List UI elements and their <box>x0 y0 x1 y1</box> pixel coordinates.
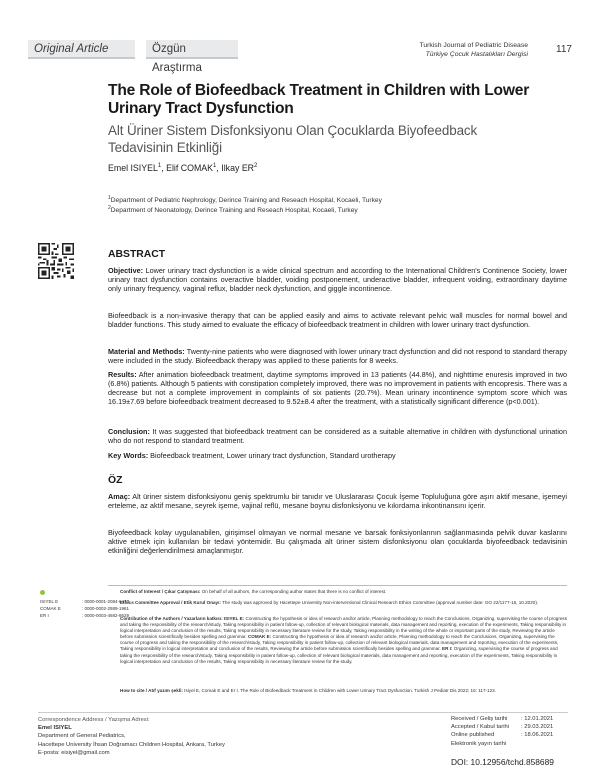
author-name: Emel ISIYEL <box>108 163 158 173</box>
correspondence-dept: Department of General Pediatrics, <box>38 733 126 740</box>
contribution-note: Contribution of the Authors / Yazarların katkısı: ISIYEL E: Constructing the hypothesis or idea of research and/or article, Planning methodology to reach the Conclusions, Organizing, supervising the course of progress and taking the responsibility of the research/study, Taking responsibility in patient follow-up, collection of relevant biological materials, data management and reporting, execution of the experiments, Taking responsibility in logical interpretation and conclusion of the results, Taking responsibility in necessary literature review for the study, Taking responsibility in the writing of the whole or important parts of the study, Reviewing the article before submission scientifically besides spelling and grammar. COMAK E: Constructing the hypothesis or idea of research and/or article, Planning methodology to reach the Conclusions, Organizing, supervising the course of progress and taking the responsibility of the research/study, Taking responsibility in patient follow-up, collection of relevant biological materials, data management and reporting, execution of the experiments, Taking responsibility in logical interpretation and conclusion of the results, Reviewing the article before submission scientifically besides spelling and grammar. ER I: Organizing, supervising the course of progress and taking the responsibility of the research/study, Taking responsibility in patient follow-up, collection of relevant biological materials, data management and reporting, execution of the experiments, Taking responsibility in logical interpretation and conclusion of the results, Taking responsibility in necessary literature review for the study. <box>120 616 568 664</box>
orcid-icon <box>40 590 45 595</box>
doi-link[interactable]: DOI: 10.12956/tchd.858689 <box>451 757 554 767</box>
abstract-objective: Objective: Lower urinary tract dysfunction is a wide clinical spectrum and according to the International Children's Continence Society, lower urinary tract dysfunction contains overactive bladder, voiding postponement, underactive bladder, infrequent voiding, extraordinary daytime only urinary frequency, vaginal reflux, bladder neck dysfunction, and giggle incontinence. <box>108 266 567 294</box>
oz-heading: ÖZ <box>108 475 123 486</box>
oz-paragraph-2: Biyofeedback kolay uygulanabilen, girişimsel olmayan ve normal mesane ve barsak fonksiyonlarının sağlanmasında pelvik duvar kaslarını aktive etmek için kullanılan bir tedavi yöntemidir. Bu çalışmada alt üriner sistem disfonksiyonu olan çocuklarda biyofeedback tedavisinin etkinliğini değerlendirilmesi amaçlanmıştır. <box>108 528 567 556</box>
correspondence-name: Emel ISIYEL <box>38 725 72 732</box>
author-sup: 1 <box>213 163 217 170</box>
correspondence-address <box>38 716 225 757</box>
publication-dates <box>451 715 553 748</box>
date-row: Elektronik yayın tarihi <box>451 740 507 747</box>
title-line-2: Urinary Tract Dysfunction <box>108 99 294 117</box>
author-list: Emel ISIYEL$^1$, Elif COMAK$^1$, Ilkay $ER^2$ <box>108 163 258 173</box>
abstract-heading: ABSTRACT <box>108 249 166 260</box>
date-row: Received / Geliş tarihi : 12.01.2021 <box>451 716 554 722</box>
oz-amac: Amaç: Alt üriner sistem disfonksiyonu geniş spektrumlu bir tanıdır ve Uluslararası Çocuk İşeme Topluluğuna göre aşırı aktif mesane, işemeyi erteleme, az aktif mesane, seyrek işeme, vajinal reflü, mesane boynu disfonksiyonu ve kıkırdama inkontinansını içerir. <box>108 492 568 511</box>
article-title-tr <box>108 123 568 156</box>
author-sup: 1 <box>157 163 162 170</box>
orcid-row: COMAK E : 0000-0002-2589-1961 <box>40 606 130 611</box>
page-number: 117 <box>556 44 572 55</box>
affiliation-1: $^1$Department of Pediatric Nephrology, Derince Training and Reseach Hospital, Kocaeli, Turkey <box>108 195 382 205</box>
affiliation-2: $^2$Department of Neonatology, Derince Training and Reseach Hospital, Kocaeli, Turkey <box>108 205 358 215</box>
orcid-row: ISIYEL E : 0000-0001-2084-6473 <box>40 599 130 604</box>
abstract-methods: Material and Methods: Twenty-nine patients who were diagnosed with lower urinary tract dysfunction and did not respond to standard therapy were included in the study. Biofeedback therapy was applied to these patients for 8 weeks. <box>108 347 567 366</box>
journal-name-en: Turkish Journal of Pediatric Disease <box>419 42 528 49</box>
citation-note: How to cite / Atıf yazım şekli: Isiyel E, Comak E and Er I. The Role of Biofeedback Treatment in Children with Lower Urinary Tract Dysfunction. Turkish J Pediatr Dis 2022; 16: 117-123. <box>120 688 497 693</box>
title-tr-line-1: Alt Üriner Sistem Disfonksiyonu Olan Çocuklarda Biyofeedback <box>108 123 478 138</box>
date-row: Accepted / Kabul tarihi : 29.03.2021 <box>451 724 554 731</box>
orcid-row: ER I : 0000-0003-4682-8629 <box>40 613 130 618</box>
abstract-results: Results: After animation biofeedback treatment, daytime symptoms improved in 13 patients (44.8%), and nighttime enuresis improved in two (6.8%) patients. Although 5 patients with constipation completely improved, there was no improvement in patients with encopresis. There was a decrease but not a complete improvement in complaints of six patients (20.7%). Mean urinary incontinence symptom score which was 16.19±7.69 before biofeedback treatment decreased to 9.52±8.4 after the treatment, with a statistically significant difference (p<0.001). <box>108 370 568 407</box>
date-row: Online published : 18.06.2021 <box>451 732 554 739</box>
abstract-conclusion: Conclusion: It was suggested that biofeedback treatment can be considered as a suitable alternative in children with dysfunctional urination who do not respond to standard treatment. <box>108 427 567 446</box>
article-title <box>108 82 568 117</box>
journal-name <box>419 42 528 59</box>
qr-code-icon <box>38 243 74 279</box>
article-type-tr: Özgün Araştırma <box>146 40 238 59</box>
notes-divider <box>108 585 567 586</box>
author-name: Elif COMAK <box>166 163 214 173</box>
title-line-1: The Role of Biofeedback Treatment in Children with Lower <box>108 82 530 99</box>
correspondence-divider <box>38 712 568 713</box>
article-type-en: Original Article <box>28 40 135 59</box>
article-type-header <box>28 40 238 74</box>
ethics-note: Ethics Committee Approval / Etik Kurul Onayı: The study was approved by Hacettepe University Non-interventional Clinical Research Ethics Committee (approval number date: GO 22/1177-15, 10.2020). <box>120 600 539 605</box>
conflict-note: Conflict of Interest / Çıkar Çatışması: On behalf of all authors, the corresponding author states that there is no conflict of interest. <box>120 589 387 594</box>
correspondence-heading: Correspondence Address / Yazışma Adresi: <box>38 717 150 723</box>
abstract-intro: Biofeedback is a non-invasive therapy that can be applied easily and aims to activate relevant pelvic wall muscles for normal bowel and bladder functions. This study aimed to evaluate the efficacy of biofeedback treatment in children with lower urinary tract dysfunction. <box>108 311 567 330</box>
author-sup: 2 <box>254 163 258 170</box>
correspondence-inst: Hacettepe University İhsan Doğramacı Children Hospital, Ankara, Turkey <box>38 741 225 748</box>
correspondence-email: E-posta: eisiyel@gmail.com <box>38 749 110 756</box>
title-tr-line-2: Tedavisinin Etkinliği <box>108 139 223 155</box>
journal-name-tr: Türkiye Çocuk Hastalıkları Dergisi <box>425 50 528 58</box>
abstract-keywords: Key Words: Biofeedback treatment, Lower urinary tract dysfunction, Standard urotherapy <box>108 451 396 460</box>
author-name: Ilkay ER <box>221 163 255 173</box>
